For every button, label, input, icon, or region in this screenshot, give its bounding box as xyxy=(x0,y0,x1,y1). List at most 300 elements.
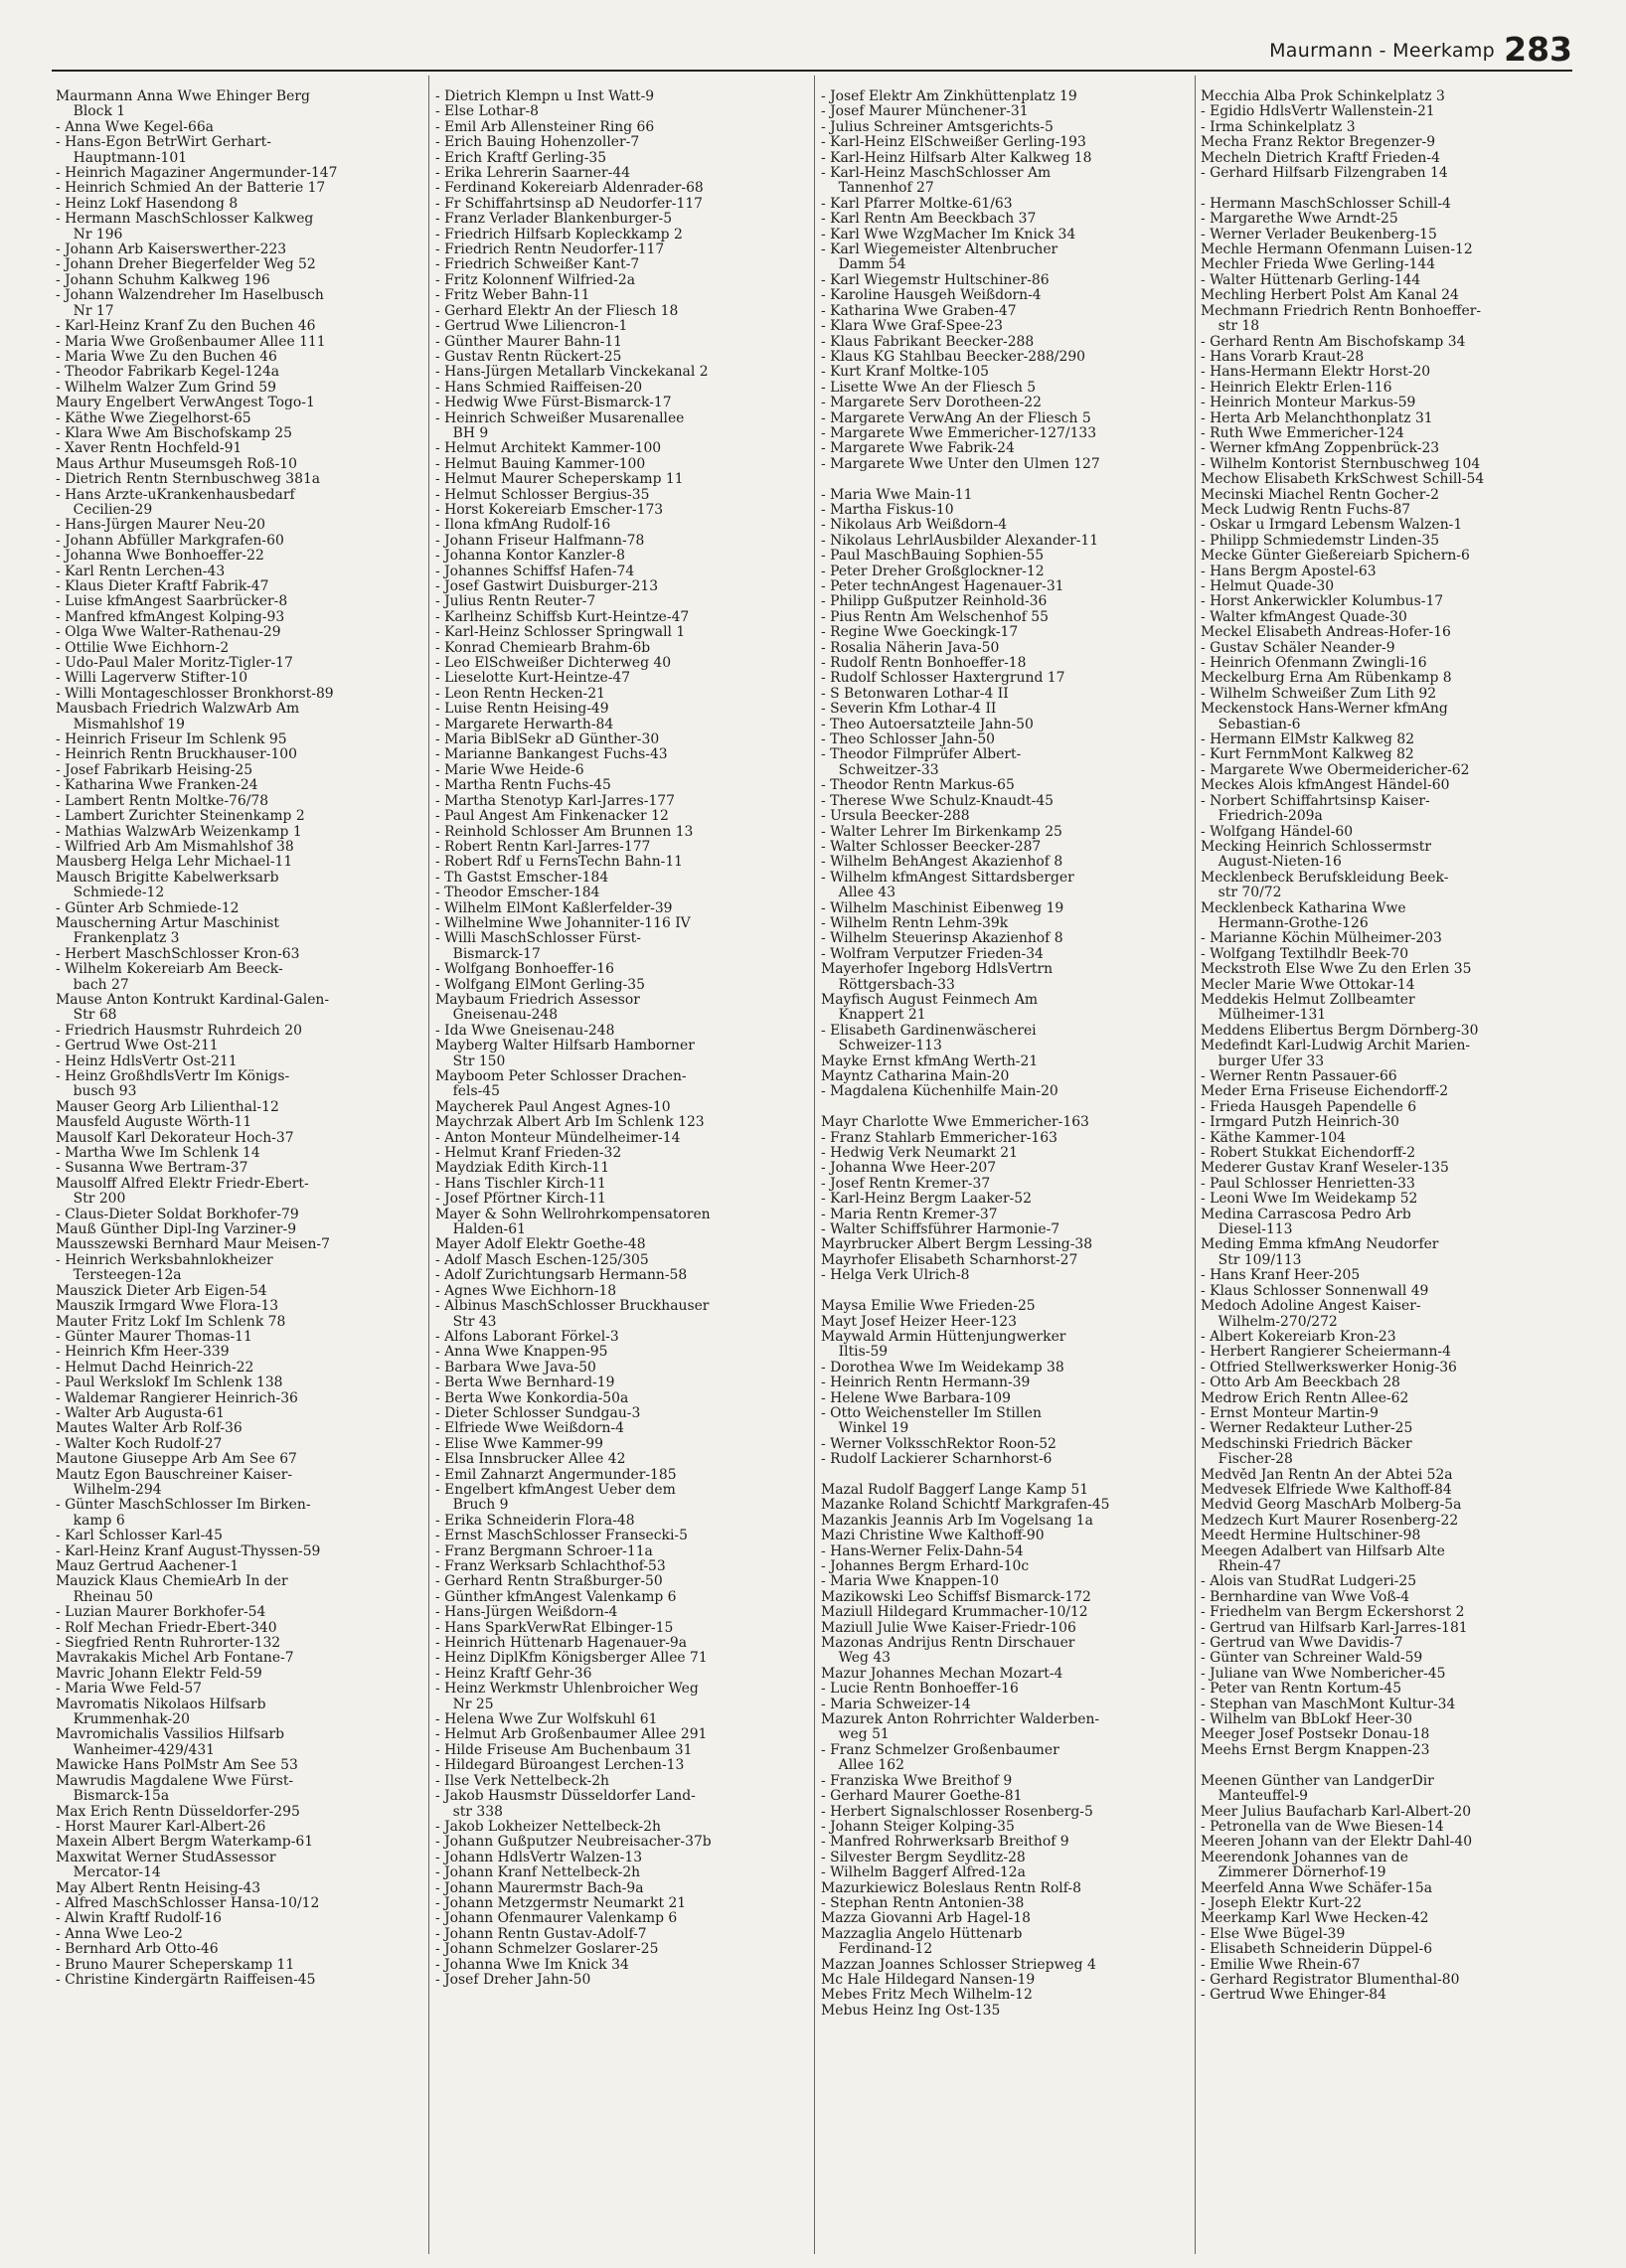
directory-entry-line: - Adolf Masch Eschen-125/305 xyxy=(435,1252,649,1268)
directory-entry-line: - Heinrich Friseur Im Schlenk 95 xyxy=(56,732,287,748)
directory-entry-line: - Josef Rentn Kremer-37 xyxy=(821,1176,991,1192)
directory-entry-line: Rhein-47 xyxy=(1201,1559,1282,1574)
directory-entry-line: Meder Erna Friseuse Eichendorff-2 xyxy=(1201,1084,1449,1100)
directory-entry-line: - Helmut Maurer Scheperskamp 11 xyxy=(435,472,684,488)
directory-entry-line: - S Betonwaren Lothar-4 II xyxy=(821,686,1009,702)
directory-entry-line: - Johann Walzendreher Im Haselbusch xyxy=(56,288,324,304)
directory-entry-line: Mautz Egon Bauschreiner Kaiser- xyxy=(56,1467,293,1483)
directory-entry-line: - Johann Metzgermstr Neumarkt 21 xyxy=(435,1895,687,1911)
directory-entry-line: - Hans Ärzte-uKrankenhausbedarf xyxy=(56,487,295,503)
directory-entry-line: - Karl-Heinz ElSchweißer Gerling-193 xyxy=(821,135,1086,151)
directory-entry-line: Mausberg Helga Lehr Michael-11 xyxy=(56,855,293,871)
directory-entry-line: Mayke Ernst kfmAng Werth-21 xyxy=(821,1053,1039,1069)
directory-entry-line: - Hans Kranf Heer-205 xyxy=(1201,1268,1361,1284)
directory-entry-line: - Wilhelm van BbLokf Heer-30 xyxy=(1201,1712,1412,1728)
directory-entry-line: Maydziak Edith Kirch-11 xyxy=(435,1161,610,1177)
directory-entry-line: Mayer Adolf Elektr Goethe-48 xyxy=(435,1237,646,1253)
directory-entry-line: - Helmut Bauing Kammer-100 xyxy=(435,456,646,472)
directory-entry-line: - Berta Wwe Konkordia-50a xyxy=(435,1390,629,1406)
directory-entry-line: - Walter Schlosser Beecker-287 xyxy=(821,839,1042,855)
directory-entry-line: - Jakob Lokheizer Nettelbeck-2h xyxy=(435,1819,661,1835)
directory-entry-line: - Hans Tischler Kirch-11 xyxy=(435,1176,606,1192)
directory-entry-line: - Johannes Schiffsf Hafen-74 xyxy=(435,564,635,579)
directory-entry-line: Mauser Georg Arb Lilienthal-12 xyxy=(56,1099,279,1115)
directory-entry-line: - Hans Schmied Raiffeisen-20 xyxy=(435,380,643,396)
directory-entry-line: Mebus Heinz Ing Ost-135 xyxy=(821,2003,1001,2019)
directory-entry-line: - Wilhelmine Wwe Johanniter-116 IV xyxy=(435,915,691,931)
directory-entry-line: - Peter technAngest Hagenauer-31 xyxy=(821,579,1064,594)
directory-entry-line: - Magdalena Küchenhilfe Main-20 xyxy=(821,1084,1058,1100)
directory-entry-line: - Karlheinz Schiffsb Kurt-Heintze-47 xyxy=(435,609,690,625)
directory-entry-line: Damm 54 xyxy=(821,257,906,273)
directory-entry-line: - Wolfgang Händel-60 xyxy=(1201,824,1354,840)
directory-entry-line: - Gerhard Rentn Straßburger-50 xyxy=(435,1574,663,1590)
directory-entry-line: Mecheln Dietrich Kraftf Frieden-4 xyxy=(1201,150,1440,166)
directory-entry-line: - Friedrich Schweißer Kant-7 xyxy=(435,257,640,273)
page-header xyxy=(52,28,1572,72)
directory-entry-line: - Heinrich Schmied An der Batterie 17 xyxy=(56,181,326,197)
directory-entry-line: - Rudolf Rentn Bonhoeffer-18 xyxy=(821,656,1027,672)
directory-entry-line: Wilhelm-294 xyxy=(56,1482,162,1498)
directory-entry-line: - Johannes Bergm Erhard-10c xyxy=(821,1559,1030,1574)
directory-entry-line: Maychrzak Albert Arb Im Schlenk 123 xyxy=(435,1115,705,1131)
directory-entry-line: - Heinz DiplKfm Königsberger Allee 71 xyxy=(435,1651,708,1667)
directory-entry-line: - Dietrich Klempn u Inst Watt-9 xyxy=(435,89,655,104)
directory-entry-line: - Friedrich Hilfsarb Kopleckkamp 2 xyxy=(435,227,683,243)
directory-entry-line: - Severin Kfm Lothar-4 II xyxy=(821,702,997,718)
directory-entry-line: - Hans-Hermann Elektr Horst-20 xyxy=(1201,365,1431,381)
directory-entry-line: - Paul Schlosser Henrietten-33 xyxy=(1201,1176,1415,1192)
directory-entry-line: May Albert Rentn Heising-43 xyxy=(56,1880,261,1896)
directory-entry-line: - Rolf Mechan Friedr-Ebert-340 xyxy=(56,1620,277,1636)
directory-entry-line: Mismahlshof 19 xyxy=(56,717,185,732)
directory-entry-line: Mazzaglia Angelo Hüttenarb xyxy=(821,1926,1023,1942)
directory-entry-line: Mechler Frieda Wwe Gerling-144 xyxy=(1201,257,1436,273)
directory-entry-line: - Ruth Wwe Emmericher-124 xyxy=(1201,425,1404,441)
directory-entry-line: - Wolfgang Bonhoeffer-16 xyxy=(435,962,614,978)
directory-entry-line: - Margarete Wwe Obermeidericher-62 xyxy=(1201,762,1470,778)
directory-entry-line: Mawicke Hans PolMstr Am See 53 xyxy=(56,1758,298,1774)
directory-entry-line: Maurmann Anna Wwe Ehinger Berg xyxy=(56,89,310,104)
directory-entry-line: - Th Gastst Emscher-184 xyxy=(435,870,609,886)
directory-entry-line: - Günter van Schreiner Wald-59 xyxy=(1201,1651,1423,1667)
directory-entry-line: Mavrakakis Michel Arb Fontane-7 xyxy=(56,1651,294,1667)
directory-entry-line: - Elsa Innsbrucker Allee 42 xyxy=(435,1452,626,1468)
directory-entry-line: - Marie Wwe Heide-6 xyxy=(435,762,584,778)
directory-entry-line: Mausolf Karl Dekorateur Hoch-37 xyxy=(56,1130,294,1146)
directory-entry-line: Mecklenbeck Katharina Wwe xyxy=(1201,900,1406,916)
directory-entry-line: Mazza Giovanni Arb Hagel-18 xyxy=(821,1911,1031,1927)
directory-entry-line: Nr 25 xyxy=(435,1697,494,1712)
directory-entry-line: - Maria Wwe Knappen-10 xyxy=(821,1574,1000,1590)
directory-entry-line: - Günther Maurer Bahn-11 xyxy=(435,334,623,350)
directory-entry-line: Mayberg Walter Hilfsarb Hamborner xyxy=(435,1039,695,1054)
directory-entry-line: - Anton Monteur Mündelheimer-14 xyxy=(435,1130,681,1146)
directory-entry-line: Mecklenbeck Berufskleidung Beek- xyxy=(1201,870,1449,886)
directory-entry-line: - Emilie Wwe Rhein-67 xyxy=(1201,1957,1361,1973)
directory-entry-line: - Anna Wwe Kegel-66a xyxy=(56,119,214,135)
directory-entry-line: - Ilona kfmAng Rudolf-16 xyxy=(435,518,611,534)
directory-entry-line: - Walter Schiffsführer Harmonie-7 xyxy=(821,1222,1060,1238)
directory-entry-line: - Heinrich Magaziner Angermunder-147 xyxy=(56,166,338,182)
directory-entry-line: - Helene Wwe Barbara-109 xyxy=(821,1390,1011,1406)
directory-entry-line: - Alois van StudRat Ludgeri-25 xyxy=(1201,1574,1417,1590)
directory-entry-line: - Ottilie Wwe Eichhorn-2 xyxy=(56,640,230,656)
directory-entry-line: - Hedwig Wwe Fürst-Bismarck-17 xyxy=(435,396,672,411)
directory-entry-line: - Gertrud Wwe Ehinger-84 xyxy=(1201,1988,1386,2004)
directory-entry-line: - Ilse Verk Nettelbeck-2h xyxy=(435,1773,609,1789)
directory-entry-line: Medoch Adoline Angest Kaiser- xyxy=(1201,1299,1421,1315)
directory-entry-line: - Heinz Kraftf Gehr-36 xyxy=(435,1666,592,1682)
directory-entry-line: Maury Engelbert VerwAngest Togo-1 xyxy=(56,396,315,411)
directory-entry-line: - Manfred Rohrwerksarb Breithof 9 xyxy=(821,1835,1069,1851)
directory-entry-line: Mazzan Joannes Schlosser Striepweg 4 xyxy=(821,1957,1096,1973)
directory-entry-line: - Helmut Quade-30 xyxy=(1201,579,1335,594)
directory-entry-line: Bruch 9 xyxy=(435,1498,509,1514)
directory-entry-line: busch 93 xyxy=(56,1084,137,1100)
directory-entry-line: - Wilhelm kfmAngest Sittardsberger xyxy=(821,870,1074,886)
directory-entry-line: - Elise Wwe Kammer-99 xyxy=(435,1436,603,1452)
directory-entry-line: Friedrich-209a xyxy=(1201,809,1323,825)
directory-entry-line: Krummenhak-20 xyxy=(56,1712,190,1728)
directory-entry-line: - Julius Rentn Reuter-7 xyxy=(435,594,596,610)
directory-entry-line: Mausfeld Auguste Wörth-11 xyxy=(56,1115,252,1131)
directory-entry-line: Meerkamp Karl Wwe Hecken-42 xyxy=(1201,1911,1429,1927)
directory-entry-line: Mauszik Irmgard Wwe Flora-13 xyxy=(56,1299,279,1315)
directory-entry-line: - Werner Rentn Passauer-66 xyxy=(1201,1069,1397,1084)
directory-entry-line: weg 51 xyxy=(821,1727,890,1743)
directory-entry-line: - Kurt Kranf Moltke-105 xyxy=(821,365,990,381)
directory-entry-line: - Karl-Heinz MaschSchlosser Am xyxy=(821,166,1052,182)
directory-entry-line: Mawrudis Magdalene Wwe Fürst- xyxy=(56,1773,294,1789)
directory-entry-line: - Martha Fiskus-10 xyxy=(821,502,954,518)
directory-entry-line: Mayer & Sohn Wellrohrkompensatoren xyxy=(435,1207,711,1222)
directory-entry-line: Mecchia Alba Prok Schinkelplatz 3 xyxy=(1201,89,1445,104)
directory-entry-line: - Hans-Jürgen Metallarb Vinckekanal 2 xyxy=(435,365,709,381)
directory-entry-line: Mazankis Jeannis Arb Im Vogelsang 1a xyxy=(821,1513,1093,1529)
directory-entry-line: Iltis-59 xyxy=(821,1345,889,1361)
directory-entry-line: - Heinrich Schweißer Musarenallee xyxy=(435,410,685,426)
directory-entry-line: - Dietrich Rentn Sternbuschweg 381a xyxy=(56,472,321,488)
directory-entry-line: - Margarete Wwe Emmericher-127/133 xyxy=(821,425,1097,441)
directory-entry-line: Nr 196 xyxy=(56,227,123,243)
directory-entry-line: - Karl-Heinz Hilfsarb Alter Kalkweg 18 xyxy=(821,150,1092,166)
directory-entry-line: Maus Arthur Museumsgeh Roß-10 xyxy=(56,456,297,472)
directory-entry-line: Maziull Julie Wwe Kaiser-Friedr-106 xyxy=(821,1620,1076,1636)
directory-entry-line: Mazurkiewicz Boleslaus Rentn Rolf-8 xyxy=(821,1880,1081,1896)
directory-entry-line: - Otto Arb Am Beeckbach 28 xyxy=(1201,1376,1400,1391)
directory-entry-line: - Margarete VerwAng An der Fliesch 5 xyxy=(821,410,1091,426)
directory-entry-line: - Erika Schneiderin Flora-48 xyxy=(435,1513,635,1529)
directory-entry-line: - Anna Wwe Leo-2 xyxy=(56,1926,183,1942)
directory-entry-line: Str 150 xyxy=(435,1053,506,1069)
directory-entry-line: - Albinus MaschSchlosser Bruckhauser xyxy=(435,1299,710,1315)
directory-entry-line: - Dieter Schlosser Sundgau-3 xyxy=(435,1405,641,1421)
directory-entry-line: - Lisette Wwe An der Fliesch 5 xyxy=(821,380,1037,396)
directory-entry-line: - Werner Verlader Beukenberg-15 xyxy=(1201,227,1437,243)
directory-entry-line: Mauz Gertrud Aachener-1 xyxy=(56,1559,240,1574)
directory-entry-line: - Martha Stenotyp Karl-Jarres-177 xyxy=(435,793,675,809)
directory-entry-line: - Margarete Wwe Fabrik-24 xyxy=(821,441,1015,457)
directory-entry-line: Medvesek Elfriede Wwe Kalthoff-84 xyxy=(1201,1482,1452,1498)
directory-entry-line: - Erika Lehrerin Saarner-44 xyxy=(435,166,631,182)
directory-entry-line: burger Ufer 33 xyxy=(1201,1053,1325,1069)
directory-entry-line: Meding Emma kfmAng Neudorfer xyxy=(1201,1237,1439,1253)
directory-entry-line: - Helmut Arb Großenbaumer Allee 291 xyxy=(435,1727,708,1743)
directory-entry-line: - Gerhard Rentn Am Bischofskamp 34 xyxy=(1201,334,1466,350)
directory-entry-line: - Walter Lehrer Im Birkenkamp 25 xyxy=(821,824,1062,840)
directory-entry-line: - Johann HdlsVertr Walzen-13 xyxy=(435,1850,643,1865)
directory-entry-line: - Heinz HdlsVertr Ost-211 xyxy=(56,1053,238,1069)
directory-entry-line: - Ernst MaschSchlosser Fransecki-5 xyxy=(435,1529,688,1544)
directory-entry-line: - Waldemar Rangierer Heinrich-36 xyxy=(56,1390,298,1406)
directory-entry-line: - Julius Schreiner Amtsgerichts-5 xyxy=(821,119,1054,135)
directory-entry-line: - Robert Rdf u FernsTechn Bahn-11 xyxy=(435,855,684,871)
directory-entry-line: - Joseph Elektr Kurt-22 xyxy=(1201,1895,1363,1911)
directory-entry-line: - Wilhelm Kontorist Sternbuschweg 104 xyxy=(1201,456,1481,472)
directory-entry-line: - Fritz Weber Bahn-11 xyxy=(435,288,590,304)
directory-entry-line: - Fr Schiffahrtsinsp aD Neudorfer-117 xyxy=(435,196,704,212)
directory-entry-line: Mayntz Catharina Main-20 xyxy=(821,1069,1010,1084)
directory-entry-line: - Gustav Rentn Rückert-25 xyxy=(435,349,622,365)
directory-entry-line: - Josef Gastwirt Duisburger-213 xyxy=(435,579,659,594)
directory-entry-line: - Johann Schuhm Kalkweg 196 xyxy=(56,272,270,288)
directory-entry-line: Cecilien-29 xyxy=(56,502,153,518)
directory-entry-line: - Josef Elektr Am Zinkhüttenplatz 19 xyxy=(821,89,1077,104)
directory-entry-line: Mülheimer-131 xyxy=(1201,1008,1327,1024)
directory-entry-line: - Helmut Schlosser Bergius-35 xyxy=(435,487,650,503)
directory-entry-line: - Frieda Hausgeh Papendelle 6 xyxy=(1201,1099,1417,1115)
directory-entry-line: - Katharina Wwe Franken-24 xyxy=(56,778,258,794)
directory-entry-line: Maywald Armin Hüttenjungwerker xyxy=(821,1329,1066,1345)
directory-entry-line: Mayfisch August Feinmech Am xyxy=(821,992,1039,1008)
directory-entry-line: Mazonas Andrijus Rentn Dirschauer xyxy=(821,1636,1075,1652)
directory-entry-line: - Hermann ElMstr Kalkweg 82 xyxy=(1201,732,1415,748)
directory-entry-line: Block 1 xyxy=(56,104,126,120)
directory-entry-line: - Maria Wwe Zu den Buchen 46 xyxy=(56,349,277,365)
directory-entry-line: - Pius Rentn Am Welschenhof 55 xyxy=(821,609,1049,625)
directory-entry-line: Tersteegen-12a xyxy=(56,1268,182,1284)
directory-entry-line: - Johann Friseur Halfmann-78 xyxy=(435,533,645,549)
directory-entry-line: - Theodor Rentn Markus-65 xyxy=(821,778,1015,794)
directory-entry-line: Meerendonk Johannes van de xyxy=(1201,1850,1408,1865)
directory-entry-line: Meckstroth Else Wwe Zu den Erlen 35 xyxy=(1201,962,1472,978)
directory-entry-line: Tannenhof 27 xyxy=(821,181,934,197)
directory-entry-line: Meegen Adalbert van Hilfsarb Alte xyxy=(1201,1543,1445,1559)
directory-entry-line: - Willi Montageschlosser Bronkhorst-89 xyxy=(56,686,334,702)
directory-entry-line: - Bruno Maurer Scheperskamp 11 xyxy=(56,1957,295,1973)
directory-entry-line: Mautes Walter Arb Rolf-36 xyxy=(56,1421,243,1437)
directory-entry-line: Str 200 xyxy=(56,1192,126,1208)
directory-entry-line: - Wilhelm Rentn Lehm-39k xyxy=(821,915,1009,931)
directory-entry-line: - Margarethe Wwe Arndt-25 xyxy=(1201,212,1398,228)
directory-entry-line: - Elisabeth Schneiderin Düppel-6 xyxy=(1201,1942,1433,1958)
directory-entry-line: Mazur Johannes Mechan Mozart-4 xyxy=(821,1666,1063,1682)
directory-entry-line: - Hilde Friseuse Am Buchenbaum 31 xyxy=(435,1742,693,1758)
directory-entry-line: Wilhelm-270/272 xyxy=(1201,1314,1338,1330)
directory-entry-line: - Josef Pförtner Kirch-11 xyxy=(435,1192,606,1208)
directory-entry-line: - Lieselotte Kurt-Heintze-47 xyxy=(435,671,631,687)
directory-entry-line: - Kurt FernmMont Kalkweg 82 xyxy=(1201,747,1414,763)
directory-entry-line: - Karl Wwe WzgMacher Im Knick 34 xyxy=(821,227,1076,243)
directory-entry-line: - Horst Ankerwickler Kolumbus-17 xyxy=(1201,594,1444,610)
directory-entry-line: - Bernhard Arb Otto-46 xyxy=(56,1942,219,1958)
directory-entry-line: - Friedhelm van Bergm Eckershorst 2 xyxy=(1201,1605,1465,1621)
directory-entry-line: Medzech Kurt Maurer Rosenberg-22 xyxy=(1201,1513,1459,1529)
directory-entry-line: Mechling Herbert Polst Am Kanal 24 xyxy=(1201,288,1459,304)
directory-entry-line: Mechle Hermann Ofenmann Luisen-12 xyxy=(1201,243,1473,258)
directory-entry-line: - Lambert Rentn Moltke-76/78 xyxy=(56,793,269,809)
directory-entry-line: Mazanke Roland Schichtf Markgrafen-45 xyxy=(821,1498,1110,1514)
directory-entry-line: - Karl-Heinz Schlosser Springwall 1 xyxy=(435,625,686,641)
directory-entry-line: - Marianne Köchin Mülheimer-203 xyxy=(1201,931,1442,947)
directory-entry-line: Meckel Elisabeth Andreas-Hofer-16 xyxy=(1201,625,1451,641)
directory-entry-line: Maxein Albert Bergm Waterkamp-61 xyxy=(56,1835,314,1851)
page-number: 283 xyxy=(1504,30,1572,69)
directory-entry-line: - Margarete Herwarth-84 xyxy=(435,717,614,732)
directory-entry-line: - Erich Kraftf Gerling-35 xyxy=(435,150,607,166)
directory-entry-line: Meckes Alois kfmAngest Händel-60 xyxy=(1201,778,1450,794)
directory-entry-line: Hauptmann-101 xyxy=(56,150,188,166)
directory-entry-line: - Wilhelm Schweißer Zum Lith 92 xyxy=(1201,686,1437,702)
directory-entry-line: Mauter Fritz Lokf Im Schlenk 78 xyxy=(56,1314,286,1330)
directory-entry-line: - Josef Fabrikarb Heising-25 xyxy=(56,762,253,778)
directory-entry-line: Mecha Franz Rektor Bregenzer-9 xyxy=(1201,135,1436,151)
directory-entry-line: - Silvester Bergm Seydlitz-28 xyxy=(821,1850,1026,1865)
directory-entry-line: - Gustav Schäler Neander-9 xyxy=(1201,640,1395,656)
directory-entry-line: Mausolff Alfred Elektr Friedr-Ebert- xyxy=(56,1176,309,1192)
directory-entry-line: August-Nieten-16 xyxy=(1201,855,1342,871)
directory-entry-line: - Luise kfmAngest Saarbrücker-8 xyxy=(56,594,288,610)
directory-entry-line: - Else Lothar-8 xyxy=(435,104,540,120)
directory-entry-line: Maysa Emilie Wwe Frieden-25 xyxy=(821,1299,1036,1315)
directory-entry-line: - Klaus KG Stahlbau Beecker-288/290 xyxy=(821,349,1085,365)
directory-entry-line xyxy=(821,472,1199,487)
directory-entry-line: - Heinz GroßhdlsVertr Im Königs- xyxy=(56,1069,290,1084)
directory-entry-line: - Gertrud Wwe Ost-211 xyxy=(56,1039,219,1054)
directory-entry-line: - Walter Arb Augusta-61 xyxy=(56,1405,225,1421)
directory-entry-line: - Else Wwe Bügel-39 xyxy=(1201,1926,1346,1942)
directory-entry-line: - Hans-Jürgen Weißdorn-4 xyxy=(435,1605,618,1621)
directory-entry-line: - Martha Rentn Fuchs-45 xyxy=(435,778,611,794)
directory-entry-line: Mayrbrucker Albert Bergm Lessing-38 xyxy=(821,1237,1093,1253)
directory-entry-line: Mederer Gustav Kranf Weseler-135 xyxy=(1201,1161,1449,1177)
directory-entry-line: - Klara Wwe Am Bischofskamp 25 xyxy=(56,425,292,441)
directory-entry-line: Mechow Elisabeth KrkSchwest Schill-54 xyxy=(1201,472,1485,488)
directory-entry-line: - Stephan van MaschMont Kultur-34 xyxy=(1201,1697,1456,1712)
directory-entry-line: - Wilhelm Walzer Zum Grind 59 xyxy=(56,380,276,396)
directory-entry-line: - Johanna Wwe Bonhoeffer-22 xyxy=(56,549,264,565)
directory-entry-line: - Irma Schinkelplatz 3 xyxy=(1201,119,1356,135)
directory-entry-line: - Hedwig Verk Neumarkt 21 xyxy=(821,1146,1018,1162)
directory-entry-line: - Leon Rentn Hecken-21 xyxy=(435,686,605,702)
directory-entry-line: Weg 43 xyxy=(821,1651,892,1667)
directory-entry-line: Mautone Giuseppe Arb Am See 67 xyxy=(56,1452,297,1468)
directory-entry-line: - Johanna Kontor Kanzler-8 xyxy=(435,549,625,565)
directory-entry-line: - Franz Verlader Blankenburger-5 xyxy=(435,212,673,228)
directory-entry-line: - Otfried Stellwerkswerker Honig-36 xyxy=(1201,1360,1457,1376)
directory-entry-line: - Alfons Laborant Förkel-3 xyxy=(435,1329,619,1345)
directory-entry-line: Mausszewski Bernhard Maur Meisen-7 xyxy=(56,1237,330,1253)
directory-entry-line: - Paul Werkslokf Im Schlenk 138 xyxy=(56,1376,283,1391)
directory-entry-line: - Willi MaschSchlosser Fürst- xyxy=(435,931,641,947)
directory-entry-line: - Lucie Rentn Bonhoeffer-16 xyxy=(821,1682,1019,1698)
directory-entry-line: - Josef Maurer Münchener-31 xyxy=(821,104,1029,120)
directory-entry-line: - Günter MaschSchlosser Im Birken- xyxy=(56,1498,311,1514)
directory-entry-line: Bismarck-17 xyxy=(435,946,541,962)
directory-entry-line: - Luise Rentn Heising-49 xyxy=(435,702,609,718)
directory-entry-line: - Karl Pfarrer Moltke-61/63 xyxy=(821,196,1013,212)
directory-entry-line: - Klaus Schlosser Sonnenwall 49 xyxy=(1201,1283,1429,1299)
directory-entry-line: - Norbert Schiffahrtsinsp Kaiser- xyxy=(1201,793,1430,809)
directory-entry-line: - Karl Schlosser Karl-45 xyxy=(56,1529,223,1544)
directory-entry-line: - Claus-Dieter Soldat Borkhofer-79 xyxy=(56,1207,299,1222)
directory-entry-line: - Barbara Wwe Java-50 xyxy=(435,1360,596,1376)
directory-entry-line: - Hans Vorarb Kraut-28 xyxy=(1201,349,1365,365)
directory-entry-line: - Alwin Kraftf Rudolf-16 xyxy=(56,1911,222,1927)
directory-entry-line: Meerfeld Anna Wwe Schäfer-15a xyxy=(1201,1880,1433,1896)
directory-entry-line: - Franz Bergmann Schroer-11a xyxy=(435,1543,653,1559)
directory-entry-line: Hermann-Grothe-126 xyxy=(1201,915,1369,931)
directory-entry-line: - Elisabeth Gardinenwäscherei xyxy=(821,1023,1037,1039)
directory-entry-line: - Luzian Maurer Borkhofer-54 xyxy=(56,1605,266,1621)
directory-entry-line: - Wilhelm Maschinist Eibenweg 19 xyxy=(821,900,1064,916)
directory-entry-line: - Gerhard Registrator Blumenthal-80 xyxy=(1201,1972,1460,1988)
directory-entry-line: - Karl-Heinz Kranf Zu den Buchen 46 xyxy=(56,319,316,335)
directory-entry-line: - Herbert Signalschlosser Rosenberg-5 xyxy=(821,1804,1093,1820)
directory-entry-line: Meddens Elibertus Bergm Dörnberg-30 xyxy=(1201,1023,1479,1039)
directory-entry-line: - Johanna Wwe Heer-207 xyxy=(821,1161,997,1177)
directory-entry-line: - Günter Arb Schmiede-12 xyxy=(56,900,240,916)
directory-entry-line: - Franz Schmelzer Großenbaumer xyxy=(821,1742,1059,1758)
directory-entry-line: Meehs Ernst Bergm Knappen-23 xyxy=(1201,1742,1430,1758)
directory-entry-line: - Wolfram Verputzer Frieden-34 xyxy=(821,946,1044,962)
directory-entry-line: Schweitzer-33 xyxy=(821,762,939,778)
directory-entry-line xyxy=(1201,1758,1578,1773)
directory-entry-line: - Karl-Heinz Bergm Laaker-52 xyxy=(821,1192,1032,1208)
directory-entry-line: Meenen Günther van LandgerDir xyxy=(1201,1773,1434,1789)
directory-entry-line: - Johann Kranf Nettelbeck-2h xyxy=(435,1865,641,1881)
directory-entry-line: - Jakob Hausmstr Düsseldorfer Land- xyxy=(435,1789,696,1805)
directory-entry-line: - Marianne Bankangest Fuchs-43 xyxy=(435,747,668,763)
directory-entry-line: - Paul MaschBauing Sophien-55 xyxy=(821,549,1045,565)
directory-entry-line: Mecking Heinrich Schlossermstr xyxy=(1201,839,1431,855)
directory-entry-line: - Heinz Lokf Hasendong 8 xyxy=(56,196,239,212)
directory-entry-line: - Hans SparkVerwRat Elbinger-15 xyxy=(435,1620,674,1636)
directory-entry-line: - Paul Angest Am Finkenacker 12 xyxy=(435,809,669,825)
directory-entry-line: Schmiede-12 xyxy=(56,886,165,901)
directory-entry-line: - Ida Wwe Gneisenau-248 xyxy=(435,1023,615,1039)
directory-entry-line: Maziull Hildegard Krummacher-10/12 xyxy=(821,1605,1088,1621)
directory-entry-line: - Berta Wwe Bernhard-19 xyxy=(435,1376,615,1391)
directory-entry-line: Fischer-28 xyxy=(1201,1452,1293,1468)
directory-entry-line: Meeren Johann van der Elektr Dahl-40 xyxy=(1201,1835,1473,1851)
directory-entry-line: - Ursula Beecker-288 xyxy=(821,809,970,825)
directory-entry-line: - Helmut Kranf Frieden-32 xyxy=(435,1146,622,1162)
directory-entry-line: - Franziska Wwe Breithof 9 xyxy=(821,1773,1013,1789)
directory-entry-line: - Theo Schlosser Jahn-50 xyxy=(821,732,996,748)
directory-entry-line: - Werner VolksschRektor Roon-52 xyxy=(821,1436,1057,1452)
directory-entry-line: - Katharina Wwe Graben-47 xyxy=(821,303,1017,319)
directory-entry-line: - Käthe Kammer-104 xyxy=(1201,1130,1347,1146)
directory-entry-line: Ferdinand-12 xyxy=(821,1942,933,1958)
directory-entry-line: - Friedrich Hausmstr Ruhrdeich 20 xyxy=(56,1023,302,1039)
directory-entry-line: - Heinz Werkmstr Uhlenbroicher Weg xyxy=(435,1682,699,1698)
directory-entry-line: - Karl Wiegemeister Altenbrucher xyxy=(821,243,1058,258)
directory-entry-line: - Maria BiblSekr aD Günther-30 xyxy=(435,732,660,748)
directory-entry-line: - Hildegard Büroangest Lerchen-13 xyxy=(435,1758,685,1774)
directory-entry-line: - Gertrud van Hilfsarb Karl-Jarres-181 xyxy=(1201,1620,1468,1636)
